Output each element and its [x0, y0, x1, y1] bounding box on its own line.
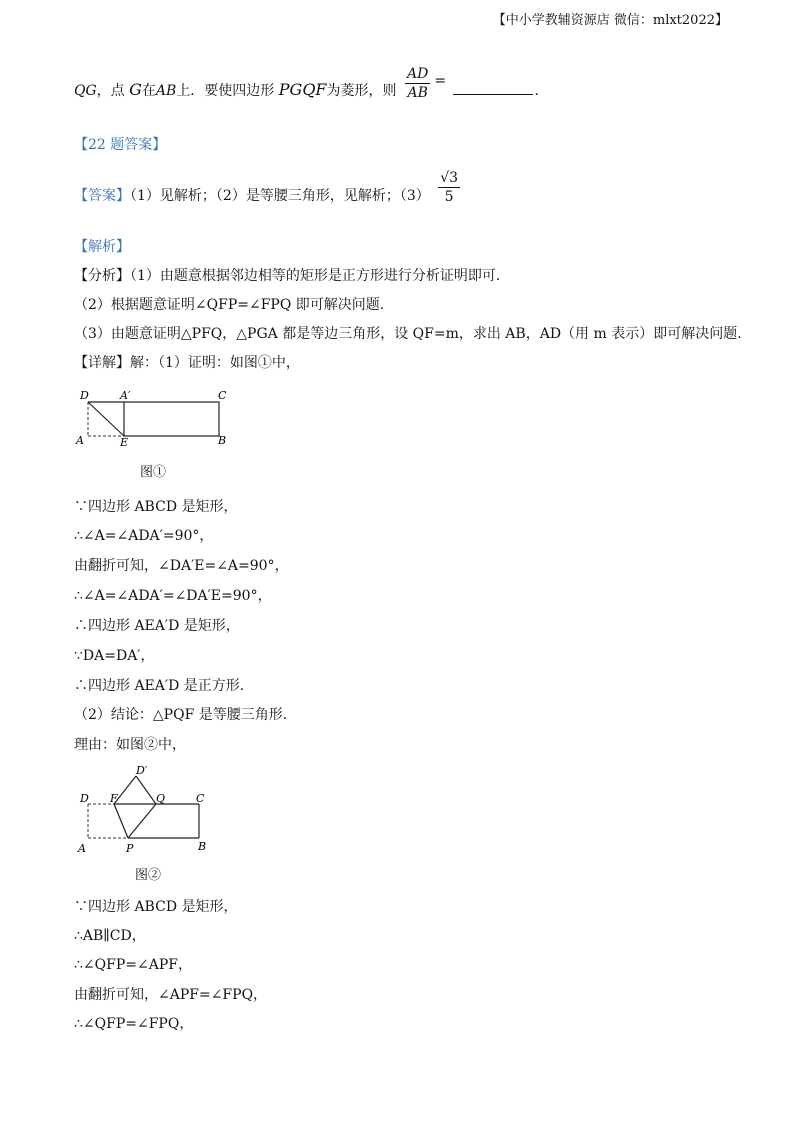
label-c: C	[218, 389, 227, 402]
answer-blank	[453, 82, 533, 95]
point-g: G	[129, 80, 142, 99]
label-p: P	[126, 842, 134, 855]
label-d: D	[80, 389, 89, 402]
label-e: E	[120, 436, 129, 448]
proof1-line-1: ∵四边形 ABCD 是矩形，	[74, 499, 238, 515]
proof1-line-2: ∴∠A=∠ADA′=90°，	[74, 528, 214, 544]
proof2-line-1: ∵四边形 ABCD 是矩形，	[74, 899, 238, 915]
label-a: A	[78, 842, 86, 855]
analysis-line-2: （2）根据题意证明∠QFP=∠FPQ 即可解决问题.	[74, 297, 385, 313]
ratio-ad-ab: $\frac{AD}{AB}$	[406, 65, 429, 101]
section-title: 【22 题答案】	[74, 137, 167, 153]
answer-fraction: $\frac{√3}{5}$	[440, 169, 459, 205]
label-d: D	[80, 792, 89, 805]
analysis-line-3: （3）由题意证明△PFQ，△PGA 都是等边三角形，设 QF=m，求出 AB，AD（用 m 表示）即可解决问题.	[74, 326, 742, 342]
page-header: 【中小学教辅资源店 微信：mlxt2022】	[492, 13, 728, 28]
label-a: A	[76, 434, 84, 447]
proof1-line-7: ∴四边形 AEA′D 是正方形.	[74, 678, 245, 694]
analysis-title: 【解析】	[74, 239, 130, 255]
proof2-line-2: ∴AB∥CD，	[74, 928, 146, 944]
proof2-line-3: ∴∠QFP=∠APF，	[74, 957, 192, 973]
detail-intro: 【详解】解：（1）证明：如图①中，	[74, 355, 300, 371]
proof1-line-8: （2）结论：△PQF 是等腰三角形.	[74, 707, 288, 723]
label-f: F	[110, 792, 118, 805]
answer-label: 【答案】	[74, 188, 130, 204]
proof2-line-5: ∴∠QFP=∠FPQ，	[74, 1016, 194, 1032]
answer-line: 【答案】（1）见解析；（2）是等腰三角形，见解析；（3） $\frac{√3}{5}$	[74, 169, 459, 205]
label-b: B	[198, 840, 207, 853]
proof1-line-6: ∵DA=DA′，	[74, 648, 155, 664]
figure-1	[74, 384, 244, 448]
proof1-line-4: ∴∠A=∠ADA′=∠DA′E=90°，	[74, 588, 272, 604]
figure-2-diagram	[74, 762, 224, 858]
label-q: Q	[156, 792, 166, 805]
label-d-prime: D′	[136, 764, 148, 777]
label-c: C	[196, 792, 205, 805]
figure-2-caption: 图②	[135, 868, 162, 883]
proof1-line-9: 理由：如图②中，	[74, 737, 186, 753]
quad-pgqf: PGQF	[278, 80, 327, 99]
label-a-prime: A′	[120, 389, 131, 402]
analysis-line-1: 【分析】（1）由题意根据邻边相等的矩形是正方形进行分析证明即可.	[74, 268, 501, 284]
proof2-line-4: 由翻折可知，∠APF=∠FPQ，	[74, 987, 268, 1003]
segment-ab: AB	[155, 83, 177, 99]
label-b: B	[218, 434, 227, 447]
segment-qg: QG	[74, 83, 97, 99]
proof1-line-3: 由翻折可知，∠DA′E=∠A=90°，	[74, 558, 289, 574]
figure-1-diagram	[74, 384, 244, 448]
proof1-line-5: ∴四边形 AEA′D 是矩形，	[74, 618, 240, 634]
figure-2	[74, 762, 224, 858]
problem-tail: QG，点 G在AB上．要使四边形 PGQF为菱形，则 $\frac{AD}{AB}$ = .	[74, 65, 539, 101]
figure-1-caption: 图①	[140, 465, 167, 480]
